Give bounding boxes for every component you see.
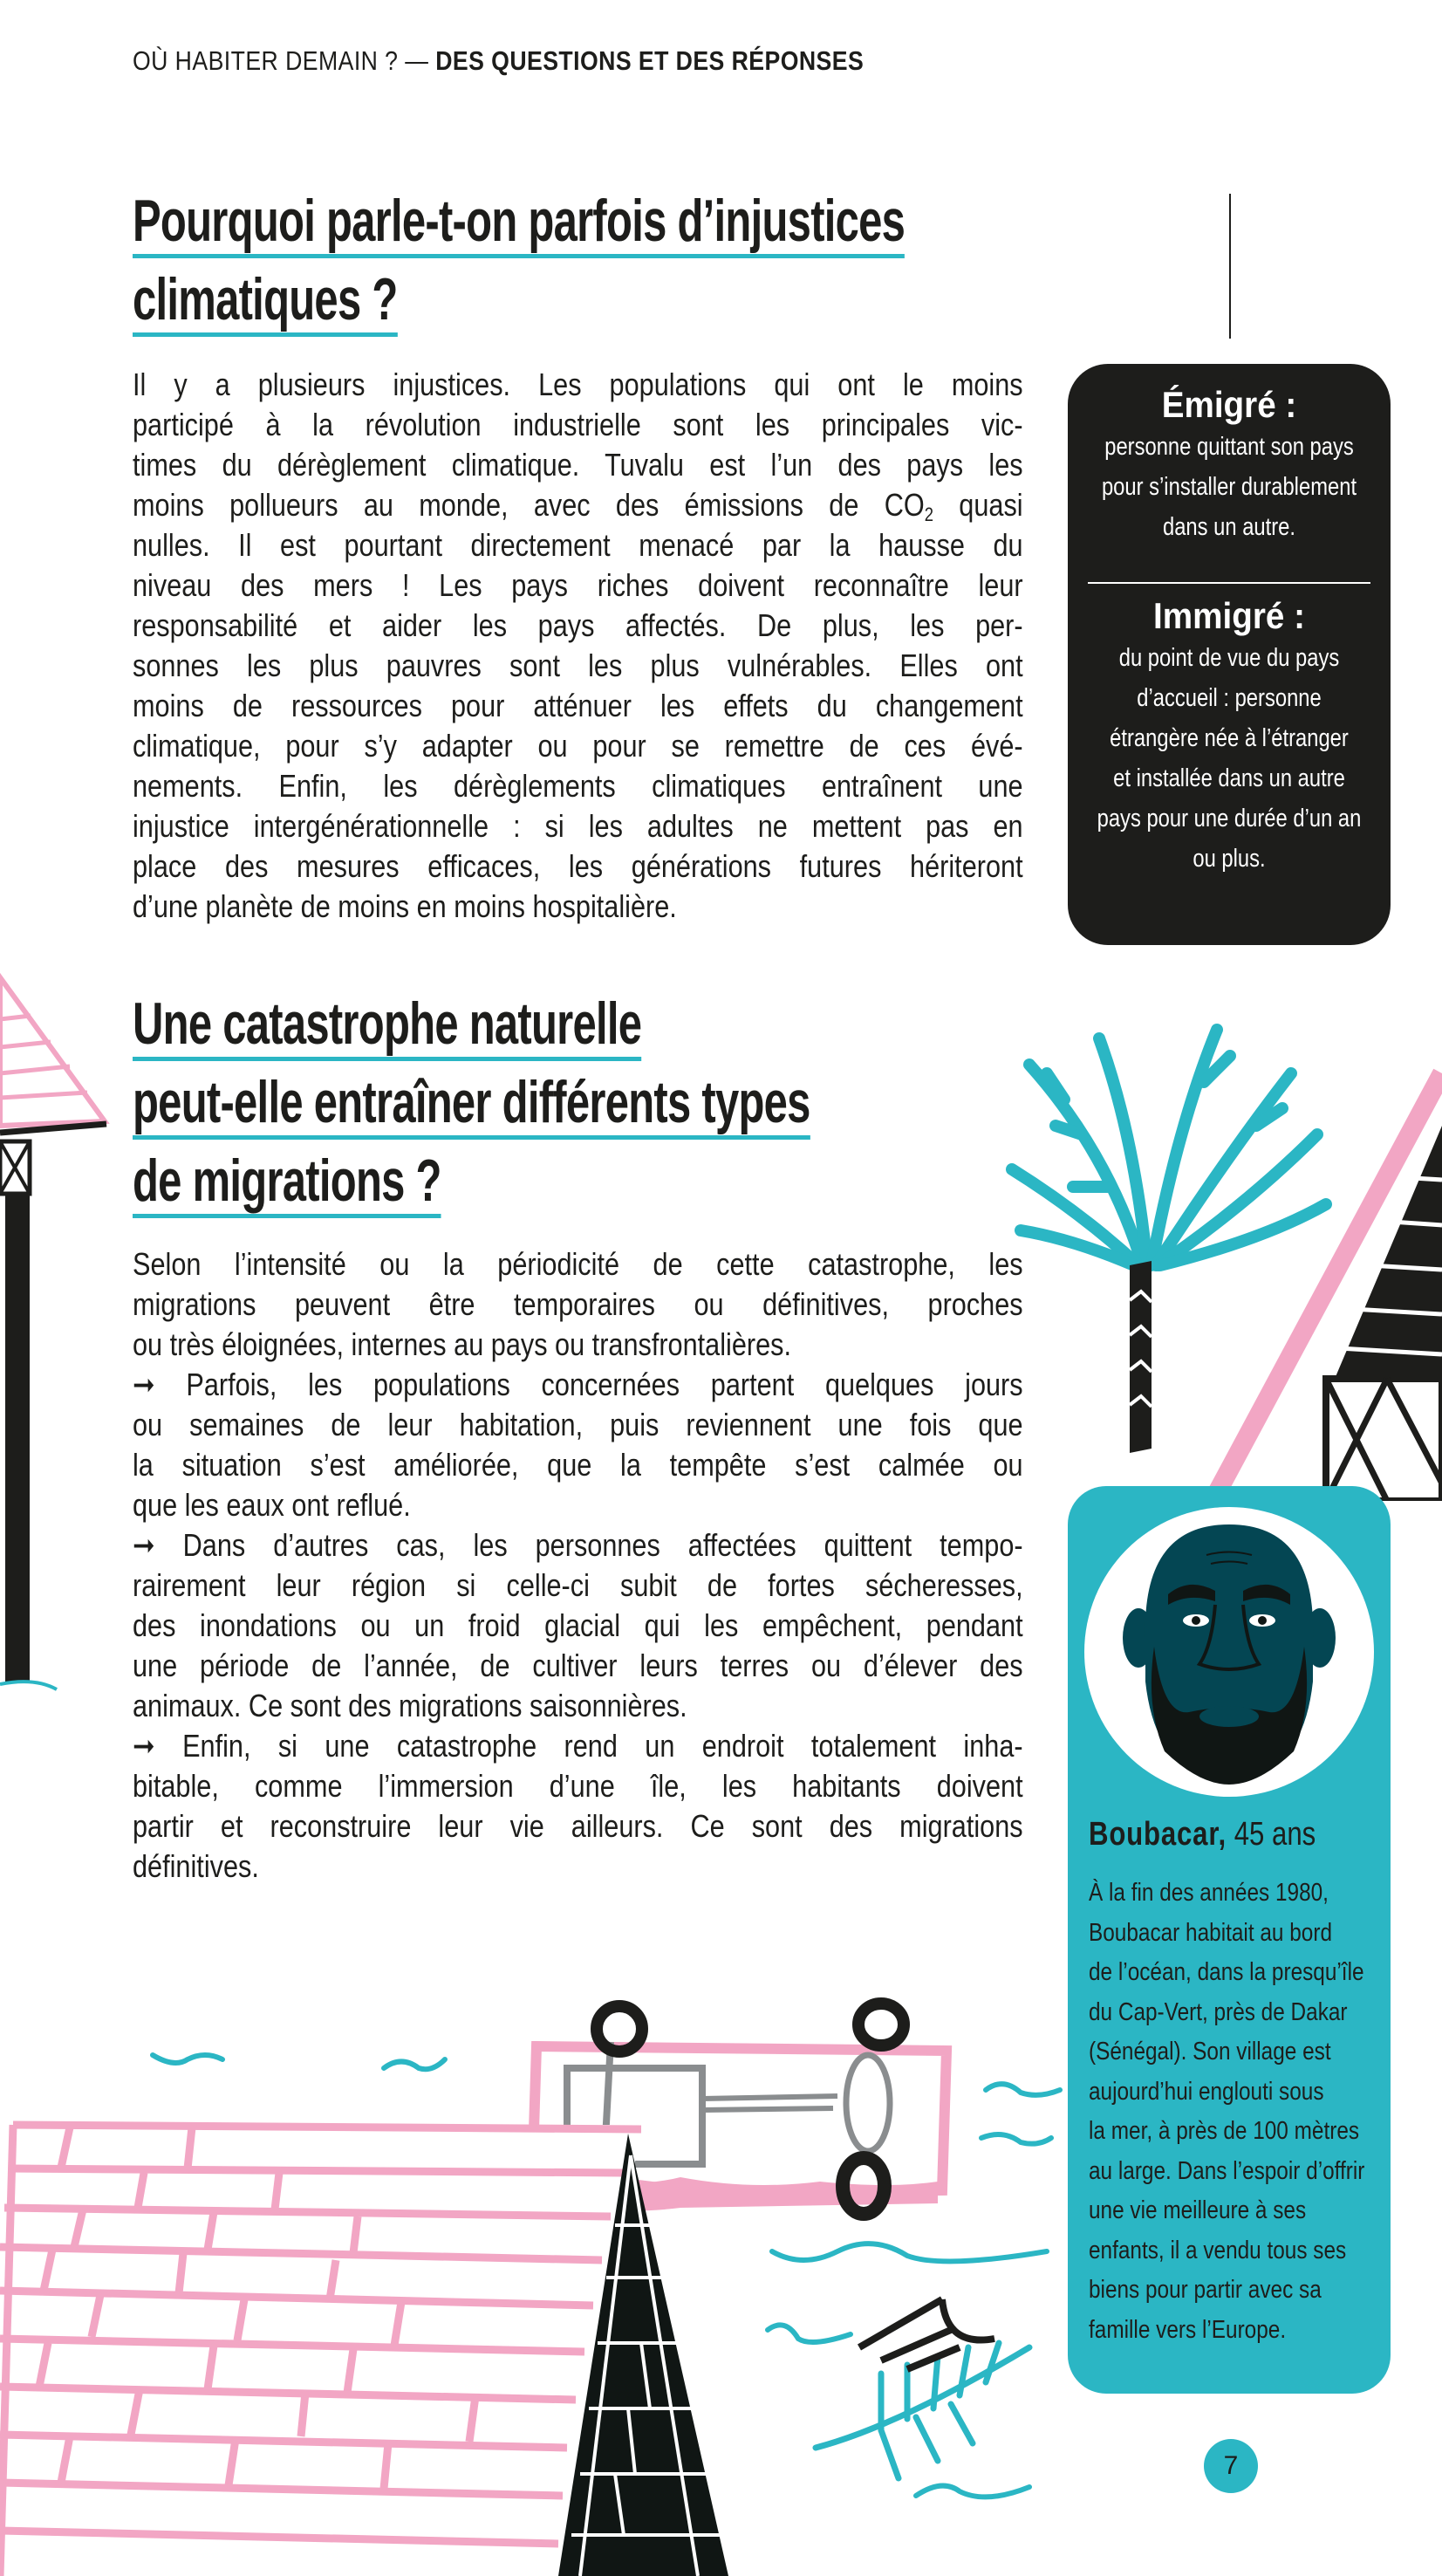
definition-line: pour s’installer durablement xyxy=(1101,473,1357,501)
bio-line: À la fin des années 1980, xyxy=(1089,1879,1329,1907)
palm-tree-illustration xyxy=(1003,977,1442,1501)
question-title-2 xyxy=(133,984,810,1220)
definitions-box xyxy=(1068,364,1391,945)
text-line: ou très éloignées, internes au pays ou transfrontalières. xyxy=(133,1326,792,1362)
definition-term-emigre: Émigré : xyxy=(1161,384,1297,425)
text-line: climatique, pour s’y adapter ou pour se remettre de ces évé- xyxy=(133,728,1023,764)
bullet-line: ➞ Enfin, si une catastrophe rend un endroit totalement inha- xyxy=(133,1728,1023,1764)
vertical-divider xyxy=(1229,194,1231,339)
definition-line: d’accueil : personne xyxy=(1137,684,1322,712)
text-line: une période de l’année, de cultiver leurs terres ou d’élever des xyxy=(133,1648,1023,1683)
bio-line: biens pour partir avec sa xyxy=(1089,2276,1322,2304)
text-line: bitable, comme l’immersion d’une île, les habitants doivent xyxy=(133,1768,1023,1804)
text-line: migrations peuvent être temporaires ou définitives, proches xyxy=(133,1286,1023,1322)
bio-line: au large. Dans l’espoir d’offrir xyxy=(1089,2156,1365,2185)
text-line: sonnes les plus pauvres sont les plus vulnérables. Elles ont xyxy=(133,647,1023,683)
question-title-1 xyxy=(133,182,905,339)
text-line: nements. Enfin, les dérèglements climatiques entraînent une xyxy=(133,768,1023,804)
bio-line: (Sénégal). Son village est xyxy=(1089,2038,1331,2066)
definition-line: dans un autre. xyxy=(1162,513,1296,541)
bio-line: du Cap-Vert, près de Dakar xyxy=(1089,1997,1348,2026)
bio-line: de l’océan, dans la presqu’île xyxy=(1089,1958,1364,1986)
text-line: times du dérèglement climatique. Tuvalu est l’un des pays les xyxy=(133,447,1023,483)
bio-line: famille vers l’Europe. xyxy=(1089,2315,1287,2344)
title-line: peut-elle entraîner différents types xyxy=(133,1069,810,1140)
text-line: Selon l’intensité ou la périodicité de cette catastrophe, les xyxy=(133,1246,1023,1282)
text-segment: quasi xyxy=(933,487,1023,523)
text-line: ou semaines de leur habitation, puis reviennent une fois que xyxy=(133,1407,1023,1442)
text-line: moins de ressources pour atténuer les effets du changement xyxy=(133,688,1023,723)
text-line: d’une planète de moins en moins hospitalière. xyxy=(133,888,677,924)
person-age: 45 ans xyxy=(1227,1816,1316,1853)
answer-text-2 xyxy=(133,1244,1022,1887)
text-line-co2 xyxy=(133,485,1023,525)
bio-line: aujourd’hui englouti sous xyxy=(1089,2077,1324,2106)
person-name-age xyxy=(1089,1816,1316,1853)
text-line: partir et reconstruire leur vie ailleurs. Ce sont des migrations xyxy=(133,1808,1023,1844)
avatar xyxy=(1084,1507,1374,1797)
title-line: climatiques ? xyxy=(133,266,398,337)
testimony-card xyxy=(1068,1486,1391,2394)
bio-line: enfants, il a vendu tous ses xyxy=(1089,2236,1347,2264)
definition-line: pays pour une durée d’un an xyxy=(1097,805,1362,832)
person-name: Boubacar, xyxy=(1089,1816,1227,1853)
text-line: des inondations ou un froid glacial qui les empêchent, pendant xyxy=(133,1607,1023,1643)
definition-line: du point de vue du pays xyxy=(1118,644,1340,672)
bio-line: une vie meilleure à ses xyxy=(1089,2196,1307,2224)
header-series-title: OÙ HABITER DEMAIN ? — xyxy=(133,45,429,76)
text-segment: moins pollueurs au monde, avec des émissions de CO xyxy=(133,487,925,523)
answer-text-1 xyxy=(133,365,1022,927)
text-line: responsabilité et aider les pays affectés. De plus, les per- xyxy=(133,607,1023,643)
portrait-illustration xyxy=(1084,1507,1374,1797)
subscript: 2 xyxy=(924,504,933,525)
definition-line: ou plus. xyxy=(1193,845,1266,873)
text-line: participé à la révolution industrielle sont les principales vic- xyxy=(133,407,1023,442)
bio-line: la mer, à près de 100 mètres xyxy=(1089,2117,1360,2145)
definition-line: personne quittant son pays xyxy=(1104,433,1354,461)
text-line: place des mesures efficaces, les générations futures hériteront xyxy=(133,848,1023,884)
header-section-title: DES QUESTIONS ET DES RÉPONSES xyxy=(435,45,865,76)
title-line: Une catastrophe naturelle xyxy=(133,990,641,1061)
divider xyxy=(1088,582,1370,584)
text-line: Il y a plusieurs injustices. Les populations qui ont le moins xyxy=(133,367,1023,402)
running-header xyxy=(133,45,864,77)
definition-term-immigre: Immigré : xyxy=(1153,595,1305,636)
text-line: animaux. Ce sont des migrations saisonnières. xyxy=(133,1688,687,1723)
person-bio xyxy=(1089,1874,1418,2350)
title-line: de migrations ? xyxy=(133,1148,441,1218)
text-line: la situation s’est améliorée, que la tempête s’est calmée ou xyxy=(133,1447,1023,1483)
text-line: niveau des mers ! Les pays riches doivent reconnaître leur xyxy=(133,567,1023,603)
text-line: injustice intergénérationnelle : si les adultes ne mettent pas en xyxy=(133,808,1023,844)
page-number: 7 xyxy=(1204,2439,1258,2493)
text-line: rairement leur région si celle-ci subit de fortes sécheresses, xyxy=(133,1567,1023,1603)
text-line: nulles. Il est pourtant directement menacé par la hausse du xyxy=(133,527,1023,563)
title-line: Pourquoi parle-t-on parfois d’injustices xyxy=(133,188,905,258)
text-line: définitives. xyxy=(133,1848,259,1884)
stilt-house-illustration xyxy=(0,960,131,1763)
definition-line: et installée dans un autre xyxy=(1113,764,1345,792)
flooded-house-illustration xyxy=(0,1972,1064,2576)
text-line: que les eaux ont reflué. xyxy=(133,1487,411,1523)
bio-line: Boubacar habitait au bord xyxy=(1089,1918,1332,1947)
bullet-line: ➞ Parfois, les populations concernées partent quelques jours xyxy=(133,1367,1023,1402)
definition-line: étrangère née à l’étranger xyxy=(1110,724,1349,752)
bullet-line: ➞ Dans d’autres cas, les personnes affectées quittent tempo- xyxy=(133,1527,1023,1563)
